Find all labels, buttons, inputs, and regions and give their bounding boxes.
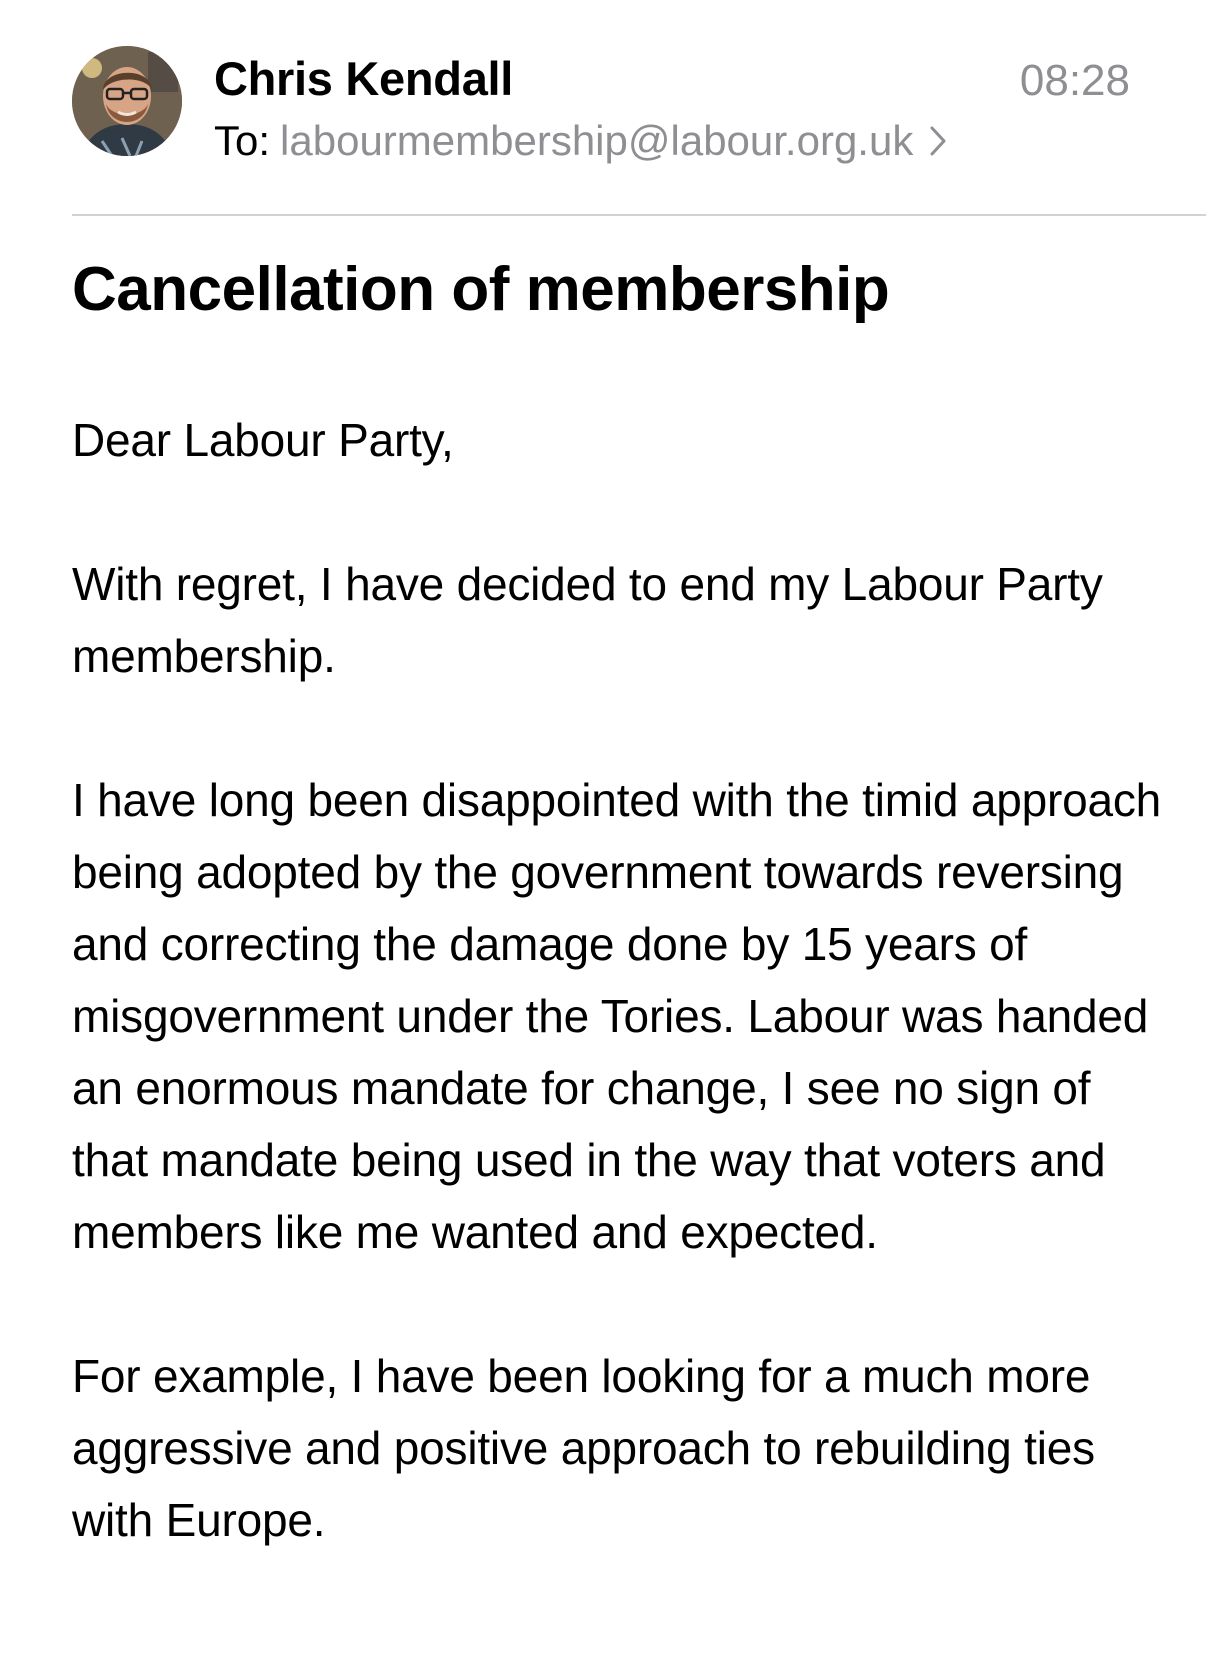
- body-paragraph: With regret, I have decided to end my Labour Party membership.: [72, 558, 1103, 682]
- to-label: To:: [214, 117, 271, 164]
- recipient-row[interactable]: [214, 114, 949, 168]
- avatar[interactable]: [72, 46, 182, 156]
- body-paragraph: For example, I have been looking for a much more aggressive and positive approach to rebuilding ties with Europe.: [72, 1350, 1095, 1546]
- header-divider: [72, 214, 1206, 216]
- message-time: 08:28: [1019, 56, 1130, 105]
- recipient-address[interactable]: labourmembership@labour.org.uk: [280, 117, 914, 164]
- message-subject: Cancellation of membership: [72, 255, 890, 324]
- salutation: Dear Labour Party,: [72, 414, 454, 466]
- chevron-right-icon[interactable]: [927, 124, 949, 158]
- message-header: [0, 0, 1206, 214]
- body-paragraph: I have long been disappointed with the timid approach being adopted by the government towards reversing and correcting the damage done by 15 years of misgovernment under the Tories. Labour was handed an enormous mandate for change, I see no sign of that mandate being used in the way that voters and members like me wanted and expected.: [72, 774, 1162, 1258]
- message-body: [72, 404, 1162, 1628]
- avatar-photo: [72, 46, 182, 156]
- sender-name[interactable]: Chris Kendall: [214, 52, 514, 105]
